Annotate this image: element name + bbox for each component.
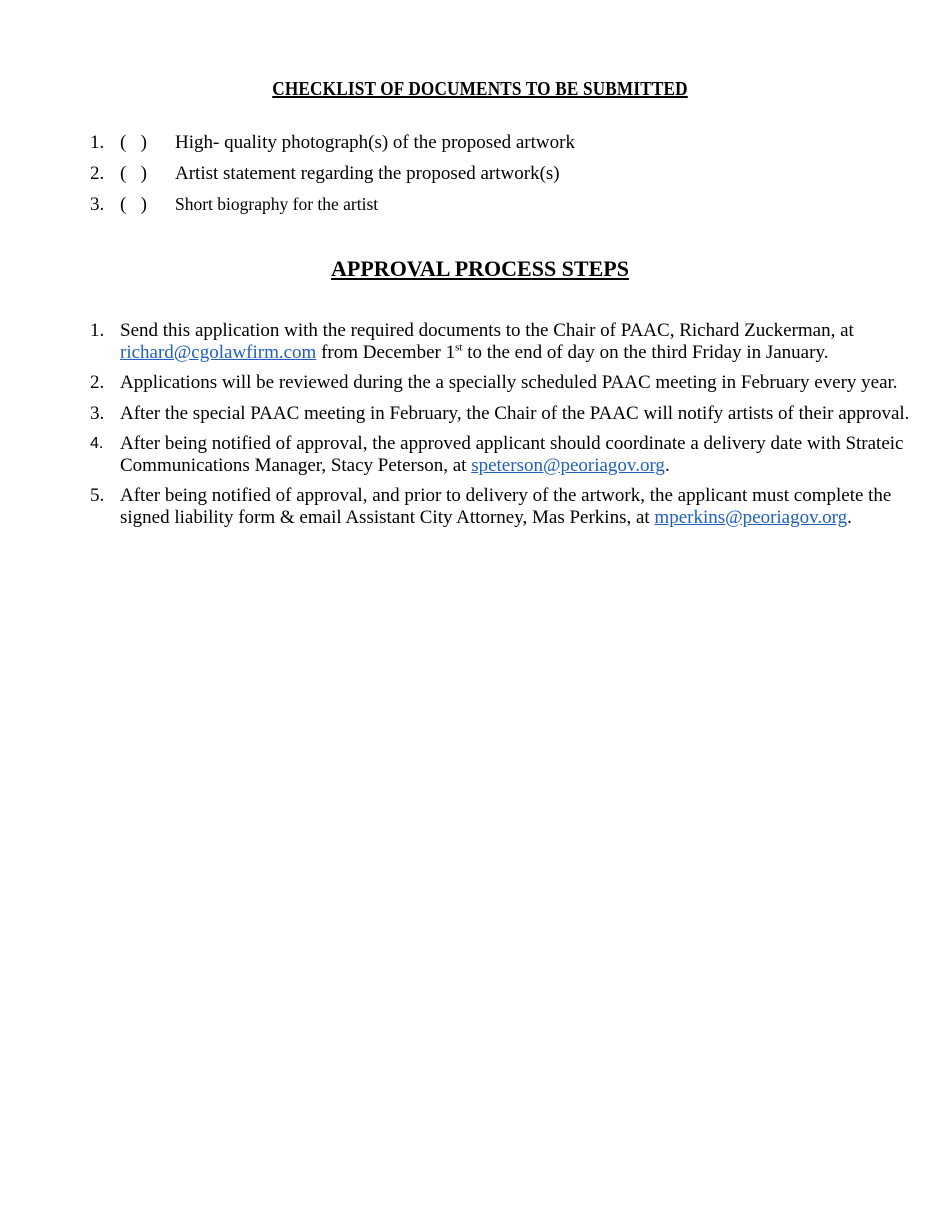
step-text: After the special PAAC meeting in February, the Chair of the PAAC will notify artists of their approval. [120,402,910,424]
approval-step [90,433,910,476]
email-link-mperkins[interactable]: mperkins@peoriagov.org [654,506,848,528]
approval-step [90,403,910,425]
step-text-part: Send this application with the required documents to the Chair of PAAC, Richard Zuckerman, at [120,320,854,341]
email-link-richard[interactable]: richard@cgolawfirm.com [120,341,317,363]
step-text-part: from December 1 [316,341,456,363]
step-number: 3. [90,402,105,424]
checklist-item [90,132,890,163]
step-text-part: After being notified of approval, and prior to delivery of the artwork, the applicant must complete the signed liability form & email Assistant City Attorney, Mas Perkins, at [120,485,892,528]
checklist [90,132,890,225]
step-text [120,485,910,528]
checklist-heading: CHECKLIST OF DOCUMENTS TO BE SUBMITTED [272,78,688,100]
checklist-item-text: Short biography for the artist [175,194,379,214]
step-text-part: After being notified of approval, the approved applicant should coordinate a delivery date with Strateic Communications Manager, Stacy Peterson, at [120,433,904,476]
step-text-part: . [847,506,852,528]
superscript-st: st [455,341,463,354]
approval-steps [90,320,910,537]
checklist-item-number: 2. [90,163,105,184]
approval-heading: APPROVAL PROCESS STEPS [331,256,629,281]
approval-step [90,372,910,394]
step-text-part: to the end of day on the third Friday in January. [462,341,829,363]
checklist-item-checkbox[interactable]: ( ) [120,132,147,153]
checklist-item-number: 1. [90,132,105,153]
checklist-item-text: High- quality photograph(s) of the proposed artwork [175,132,575,153]
step-text [120,320,910,363]
step-text-part: . [664,454,670,476]
email-link-speterson[interactable]: speterson@peoriagov.org [471,454,665,476]
checklist-item [90,194,890,225]
checklist-item-checkbox[interactable]: ( ) [120,194,147,215]
step-text: Applications will be reviewed during the a specially scheduled PAAC meeting in February every year. [120,372,898,393]
checklist-item [90,163,890,194]
approval-step [90,320,910,363]
checklist-item-number: 3. [90,194,105,215]
step-number: 5. [90,485,105,506]
checklist-item-text: Artist statement regarding the proposed artwork(s) [175,163,560,184]
step-number: 4. [90,435,104,452]
checklist-item-checkbox[interactable]: ( ) [120,163,147,184]
step-text [120,433,910,476]
approval-step [90,485,910,528]
step-number: 2. [90,372,105,393]
step-number: 1. [90,320,105,341]
